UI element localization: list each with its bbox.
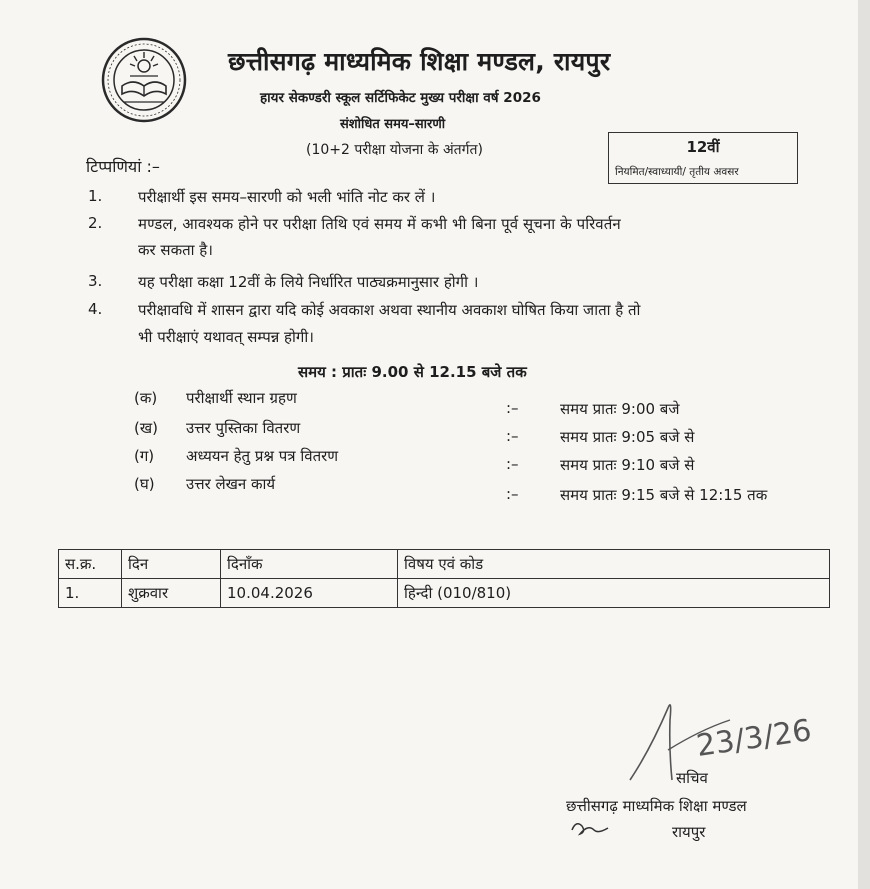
- schedule-activity: उत्तर लेखन कार्य: [186, 475, 276, 493]
- note-text-continued: कर सकता है।: [138, 241, 213, 259]
- table-cell: 1.: [59, 579, 122, 608]
- signatory-designation: सचिव: [676, 769, 708, 787]
- table-header-cell: दिनाँक: [221, 550, 398, 579]
- schedule-separator: :–: [506, 455, 519, 473]
- table-header-cell: विषय एवं कोड: [398, 550, 830, 579]
- table-row: [59, 579, 830, 608]
- note-number: 1.: [88, 187, 103, 205]
- board-title: छत्तीसगढ़ माध्यमिक शिक्षा मण्डल, रायपुर: [228, 47, 611, 76]
- notes-heading: टिप्पणियां :–: [86, 157, 160, 176]
- note-text: परीक्षावधि में शासन द्वारा यदि कोई अवकाश अथवा स्थानीय अवकाश घोषित किया जाता है तो: [138, 301, 641, 319]
- schedule-activity: अध्ययन हेतु प्रश्न पत्र वितरण: [186, 447, 339, 465]
- schedule-separator: :–: [506, 427, 519, 445]
- signatory-organization: छत्तीसगढ़ माध्यमिक शिक्षा मण्डल: [566, 797, 747, 815]
- note-number: 3.: [88, 272, 103, 290]
- class-box: [608, 132, 798, 184]
- table-cell: शुक्रवार: [122, 579, 221, 608]
- schedule-separator: :–: [506, 485, 519, 503]
- table-header-cell: दिन: [122, 550, 221, 579]
- signature-date: 23/3/26: [694, 713, 814, 764]
- board-seal-logo: [100, 36, 188, 124]
- schedule-time: समय प्रातः 9:15 बजे से 12:15 तक: [560, 486, 768, 504]
- note-text: यह परीक्षा कक्षा 12वीं के लिये निर्धारित पाठ्यक्रमानुसार होगी ।: [138, 273, 479, 291]
- page-edge: [858, 0, 870, 889]
- schedule-time: समय प्रातः 9:05 बजे से: [560, 428, 695, 446]
- schedule-label: (ग): [134, 447, 155, 465]
- signatory-city: रायपुर: [672, 823, 706, 841]
- initials-mark: [568, 816, 614, 842]
- exam-subtitle: हायर सेकण्डरी स्कूल सर्टिफिकेट मुख्य परीक्षा वर्ष 2026: [260, 90, 541, 106]
- table-header-cell: स.क्र.: [59, 550, 122, 579]
- table-cell: 10.04.2026: [221, 579, 398, 608]
- note-text: मण्डल, आवश्यक होने पर परीक्षा तिथि एवं समय में कभी भी बिना पूर्व सूचना के परिवर्तन: [138, 215, 621, 233]
- exam-schedule-table: [58, 549, 830, 608]
- table-cell: हिन्दी (010/810): [398, 579, 830, 608]
- scheme-label: (10+2 परीक्षा योजना के अंतर्गत): [306, 142, 483, 158]
- schedule-time: समय प्रातः 9:00 बजे: [560, 400, 680, 418]
- schedule-separator: :–: [506, 399, 519, 417]
- exam-timing-heading: समय : प्रातः 9.00 से 12.15 बजे तक: [298, 363, 527, 381]
- table-header-row: [59, 550, 830, 579]
- note-number: 2.: [88, 214, 103, 232]
- class-label: 12वीं: [686, 138, 720, 156]
- schedule-time: समय प्रातः 9:10 बजे से: [560, 456, 695, 474]
- note-text: परीक्षार्थी इस समय–सारणी को भली भांति नोट कर लें ।: [138, 188, 436, 206]
- handwritten-signature: [620, 690, 850, 790]
- note-number: 4.: [88, 300, 103, 318]
- candidate-type-label: नियमित/स्वाध्यायी/ तृतीय अवसर: [615, 166, 739, 178]
- revised-timetable-label: संशोधित समय–सारणी: [340, 117, 446, 132]
- schedule-label: (क): [134, 389, 158, 407]
- note-text-continued: भी परीक्षाएं यथावत् सम्पन्न होगी।: [138, 328, 314, 346]
- schedule-label: (घ): [134, 475, 155, 493]
- schedule-activity: उत्तर पुस्तिका वितरण: [186, 419, 301, 437]
- schedule-label: (ख): [134, 419, 158, 437]
- schedule-activity: परीक्षार्थी स्थान ग्रहण: [186, 389, 297, 407]
